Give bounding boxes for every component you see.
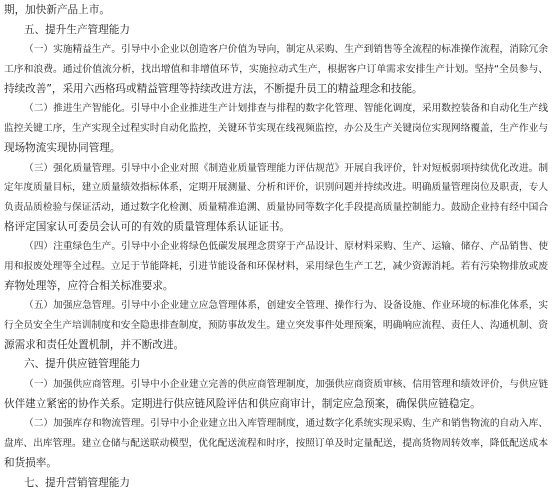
paragraph-line: （五）加强应急管理。引导中小企业建立应急管理体系，创建安全管理、操作行为、设备设施、作业环境的标准化体系，实: [4, 296, 548, 316]
paragraph-line: 和货损率。: [4, 454, 548, 474]
paragraph-line: （四）注重绿色生产。引导中小企业将绿色低碳发展理念贯穿于产品设计、原材料采购、生产、运输、储存、产品销售、使: [4, 237, 548, 257]
paragraph-line: 持续改善”，采用六西格玛或精益管理等持续改进方法，不断提升员工的精益理念和技能。: [4, 80, 548, 100]
paragraph-line: 期，加快新产品上市。: [4, 1, 548, 21]
paragraph-line: 工序和浪费。通过价值流分析，找出增值和非增值环节，实施拉动式生产，根据客户订单需求安排生产计划。坚持“全员参与、: [4, 60, 548, 80]
paragraph-line: 行全员安全生产培训制度和安全隐患排查制度，预防事故发生。建立突发事件处理预案，明确响应流程、责任人、沟通机制、资: [4, 316, 548, 336]
paragraph-line: 监控关键工序，生产实现全过程实时自动化监控，关键环节实现在线视频监控，办公及生产关键岗位实现网络覆盖，生产作业与: [4, 119, 548, 139]
paragraph-line: 伙伴建立紧密的协作关系。定期进行供应链风险评估和供应商审计，制定应急预案，确保供应链稳定。: [4, 395, 548, 415]
section-heading-7: 七、提升营销管理能力: [4, 474, 548, 493]
paragraph-line: （一）实施精益生产。引导中小企业以创造客户价值为导向，制定从采购、生产到销售等全流程的标准操作流程，消除冗余: [4, 40, 548, 60]
paragraph-line: 格评定国家认可委员会认可的有效的质量管理体系认证证书。: [4, 218, 548, 238]
paragraph-line: （三）强化质量管理。引导中小企业对照《制造业质量管理能力评估规范》开展自我评价，针对短板弱项持续优化改进。制: [4, 159, 548, 179]
paragraph-line: 定年度质量目标，建立质量绩效指标体系，定期开展测量、分析和评价，识别问题并持续改进。明确质量管理岗位及职责，专人: [4, 178, 548, 198]
paragraph-line: （二）推进生产智能化。引导中小企业推进生产计划排查与排程的数字化管理、智能化调度，采用数控装备和自动化生产线: [4, 99, 548, 119]
paragraph-line: 用和报废处理等全过程。立足于节能降耗，引进节能设备和环保材料，采用绿色生产工艺，减少资源消耗。若有污染物排放或废: [4, 257, 548, 277]
paragraph-line: 负责品质检验与保证活动，通过数字化检测、质量精准追溯、质量协同等数字化手段提高质量控制能力。鼓励企业持有经中国合: [4, 198, 548, 218]
paragraph-line: 弃物处理等，应符合相关标准要求。: [4, 277, 548, 297]
paragraph-line: （二）加强库存和物流管理。引导中小企业建立出入库管理制度，通过数字化系统实现采购、生产和销售物流的自动入库、: [4, 414, 548, 434]
section-heading-5: 五、提升生产管理能力: [4, 21, 548, 41]
section-heading-6: 六、提升供应链管理能力: [4, 355, 548, 375]
paragraph-line: 现场物流实现协同管理。: [4, 139, 548, 159]
paragraph-line: 源需求和责任处置机制，并不断改进。: [4, 336, 548, 356]
paragraph-line: （一）加强供应商管理。引导中小企业建立完善的供应商管理制度，加强供应商资质审核、信用管理和绩效评价，与供应链: [4, 375, 548, 395]
paragraph-line: 盘库、出库管理。建立仓储与配送联动模型，优化配送流程和时序，按照订单及时定量配送，提高货物周转效率，降低配送成本: [4, 434, 548, 454]
